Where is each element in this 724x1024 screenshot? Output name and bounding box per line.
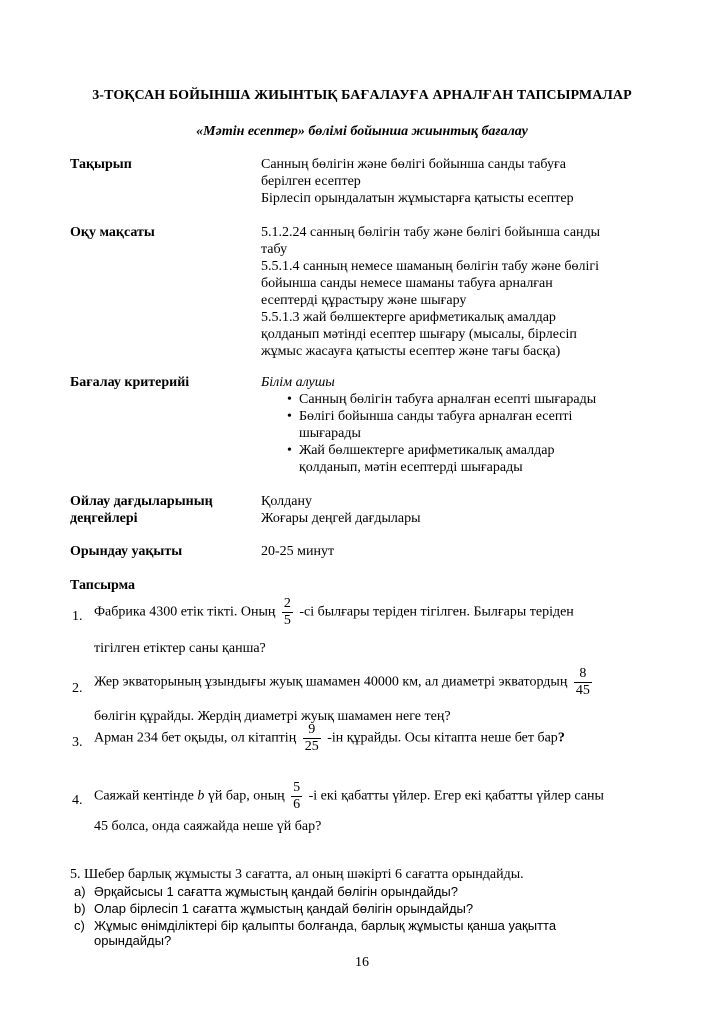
goals-line: жұмыс жасауға қатысты есептер және тағы басқа) bbox=[261, 344, 561, 359]
topic-label: Тақырып bbox=[70, 157, 132, 172]
fraction-numerator: 5 bbox=[293, 780, 301, 795]
topic-line: берілген есептер bbox=[261, 174, 361, 189]
task-number: 3. bbox=[72, 735, 83, 750]
fraction-numerator: 9 bbox=[303, 722, 321, 739]
task-line bbox=[94, 666, 595, 699]
question-mark: ? bbox=[557, 730, 565, 746]
time-label: Орындау уақыты bbox=[70, 544, 183, 559]
task-text: Арман 234 бет оқыды, ол кітаптің bbox=[94, 730, 297, 746]
criteria-item bbox=[261, 391, 631, 408]
topic-value bbox=[261, 156, 631, 207]
goals-line: 5.5.1.3 жай бөлшектерге арифметикалық амалдар bbox=[261, 310, 556, 325]
fraction bbox=[303, 722, 321, 755]
subtask-text: Олар бірлесіп 1 сағатта жұмыстың қандай бөлігін орындайды? bbox=[94, 901, 474, 916]
task-text: Саяжай кентінде bbox=[94, 788, 198, 804]
levels-label-line: деңгейлері bbox=[70, 511, 138, 526]
task-line bbox=[94, 722, 565, 755]
goals-line: 5.5.1.4 санның немесе шаманың бөлігін табу және бөлігі bbox=[261, 259, 600, 274]
task-line: бөлігін құрайды. Жердің диаметрі жуық шамамен неге тең? bbox=[94, 709, 451, 724]
task-line bbox=[94, 596, 574, 629]
subtask-b bbox=[74, 901, 474, 916]
criteria-item-line: • Бөлігі бойынша санды табуға арналған есепті bbox=[299, 409, 573, 424]
goals-label: Оқу мақсаты bbox=[70, 225, 155, 240]
page-title: 3-ТОҚСАН БОЙЫНША ЖИЫНТЫҚ БАҒАЛАУҒА АРНАЛҒАН ТАПСЫРМАЛАР bbox=[92, 88, 632, 103]
goals-line: бойынша санды немесе шаманы табуға арналған bbox=[261, 276, 553, 291]
levels-value bbox=[261, 493, 631, 527]
subtask-text: Жұмыс өнімділіктері бір қалыпты болғанда, барлық жұмысты қанша уақытта bbox=[94, 918, 557, 933]
criteria-item bbox=[261, 408, 631, 442]
criteria-item-line: • Жай бөлшектерге арифметикалық амалдар bbox=[299, 443, 555, 458]
criteria-value bbox=[261, 374, 631, 476]
fraction bbox=[291, 780, 302, 813]
task-text: Фабрика 4300 етік тікті. Оның bbox=[94, 604, 276, 620]
task-line: 45 болса, онда саяжайда неше үй бар? bbox=[94, 819, 322, 834]
criteria-item-line: қолданып, мәтін есептерді шығарады bbox=[299, 460, 523, 475]
task-number: 1. bbox=[72, 609, 83, 624]
fraction-numerator: 2 bbox=[283, 596, 291, 611]
criteria-intro: Білім алушы bbox=[261, 375, 335, 390]
task-text: Жер экваторының ұзындығы жуық шамамен 40000 км, ал диаметрі экватордың bbox=[94, 674, 568, 690]
criteria-label: Бағалау критерийі bbox=[70, 375, 190, 390]
task-text: үй бар, оның bbox=[204, 788, 285, 804]
goals-line: қолданып мәтінді есептер шығару (мысалы, бірлесіп bbox=[261, 327, 577, 342]
tasks-heading: Тапсырма bbox=[70, 578, 136, 593]
fraction-denominator: 5 bbox=[283, 613, 291, 628]
subtask-text: Әрқайсысы 1 сағатта жұмыстың қандай бөлігін орындайды? bbox=[94, 884, 458, 899]
goals-line: есептерді құрастыру және шығару bbox=[261, 293, 467, 308]
criteria-item bbox=[261, 442, 631, 476]
topic-line: Бірлесіп орындалатын жұмыстарға қатысты есептер bbox=[261, 191, 574, 206]
task-5 bbox=[70, 866, 670, 883]
fraction bbox=[282, 596, 293, 629]
subtask-letter: b) bbox=[74, 901, 86, 916]
levels-line: Қолдану bbox=[261, 494, 312, 509]
subtask-a bbox=[74, 884, 458, 899]
goals-line: 5.1.2.24 санның бөлігін табу және бөлігі бойынша санды bbox=[261, 225, 601, 240]
goals-line: табу bbox=[261, 242, 288, 257]
subtask-letter: c) bbox=[74, 918, 85, 933]
levels-label-line: Ойлау дағдыларының bbox=[70, 494, 213, 509]
subtask-letter: a) bbox=[74, 884, 86, 899]
levels-label bbox=[70, 493, 213, 527]
levels-line: Жоғары деңгей дағдылары bbox=[261, 511, 421, 526]
criteria-item-line: шығарады bbox=[299, 426, 361, 441]
time-value: 20-25 минут bbox=[261, 544, 335, 559]
fraction bbox=[574, 666, 592, 699]
subtask-c bbox=[74, 918, 557, 948]
task-line: тігілген етіктер саны қанша? bbox=[94, 641, 266, 656]
task-number: 2. bbox=[72, 681, 83, 696]
task-4 bbox=[70, 780, 670, 840]
task-1 bbox=[70, 596, 670, 656]
task-2 bbox=[70, 666, 670, 726]
variable: b bbox=[197, 788, 205, 804]
criteria-item-line: • Санның бөлігін табуға арналған есепті шығарады bbox=[299, 392, 597, 407]
goals-value bbox=[261, 224, 631, 360]
page-subtitle: «Мәтін есептер» бөлімі бойынша жиынтық бағалау bbox=[196, 124, 528, 139]
task-text: -і екі қабатты үйлер. Егер екі қабатты үйлер саны bbox=[308, 788, 604, 804]
topic-line: Санның бөлігін және бөлігі бойынша санды табуға bbox=[261, 157, 566, 172]
task-text: -ін құрайды. Осы кітапта неше бет бар bbox=[327, 730, 558, 746]
criteria-list bbox=[261, 391, 631, 476]
task-text: 5. Шебер барлық жұмысты 3 сағатта, ал оның шәкірті 6 сағатта орындайды. bbox=[70, 867, 524, 882]
fraction-denominator: 25 bbox=[304, 739, 319, 754]
task-line bbox=[94, 780, 604, 813]
fraction-denominator: 6 bbox=[293, 797, 301, 812]
task-text: -сі былғары теріден тігілген. Былғары теріден bbox=[299, 604, 574, 620]
fraction-numerator: 8 bbox=[574, 666, 592, 683]
task-number: 4. bbox=[72, 793, 83, 808]
page-number: 16 bbox=[355, 955, 369, 970]
task-3 bbox=[70, 722, 670, 762]
fraction-denominator: 45 bbox=[575, 683, 590, 698]
subtask-text: орындайды? bbox=[94, 933, 172, 948]
